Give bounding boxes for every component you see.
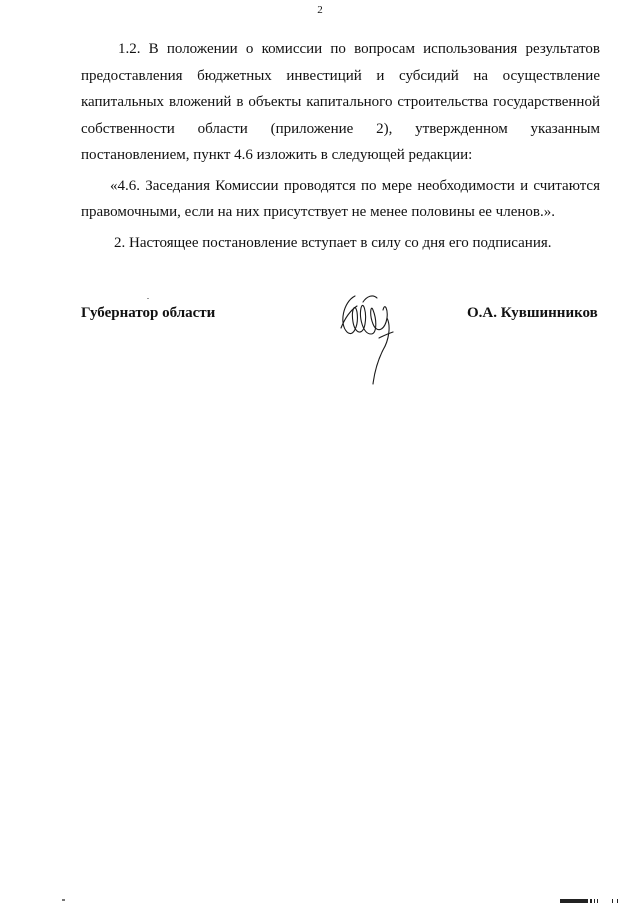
paragraph-1-2: 1.2. В положении о комиссии по вопросам использования результатов предоставления бюджетных инвестиций и субсидий на осуществление капитальных вложений в объекты капитального строительства государственной собственности области (приложение 2), утвержденном указанным постановлением, пункт 4.6 изложить в следующей редакции: bbox=[81, 41, 600, 163]
scan-barcode-mark bbox=[560, 898, 620, 904]
paragraph-2: 2. Настоящее постановление вступает в силу со дня его подписания. bbox=[114, 234, 552, 251]
signatory-title: Губернатор области bbox=[81, 305, 216, 321]
paragraph-4-6-quote: «4.6. Заседания Комиссии проводятся по мере необходимости и считаются правомочными, если на них присутствует не менее половины ее членов.». bbox=[81, 177, 600, 220]
page-number: 2 bbox=[317, 4, 323, 16]
handwritten-signature bbox=[333, 288, 408, 388]
scan-speck-corner bbox=[62, 899, 65, 901]
signatory-name: О.А. Кувшинников bbox=[467, 305, 598, 321]
scan-speck bbox=[147, 298, 149, 299]
document-body bbox=[81, 36, 600, 260]
